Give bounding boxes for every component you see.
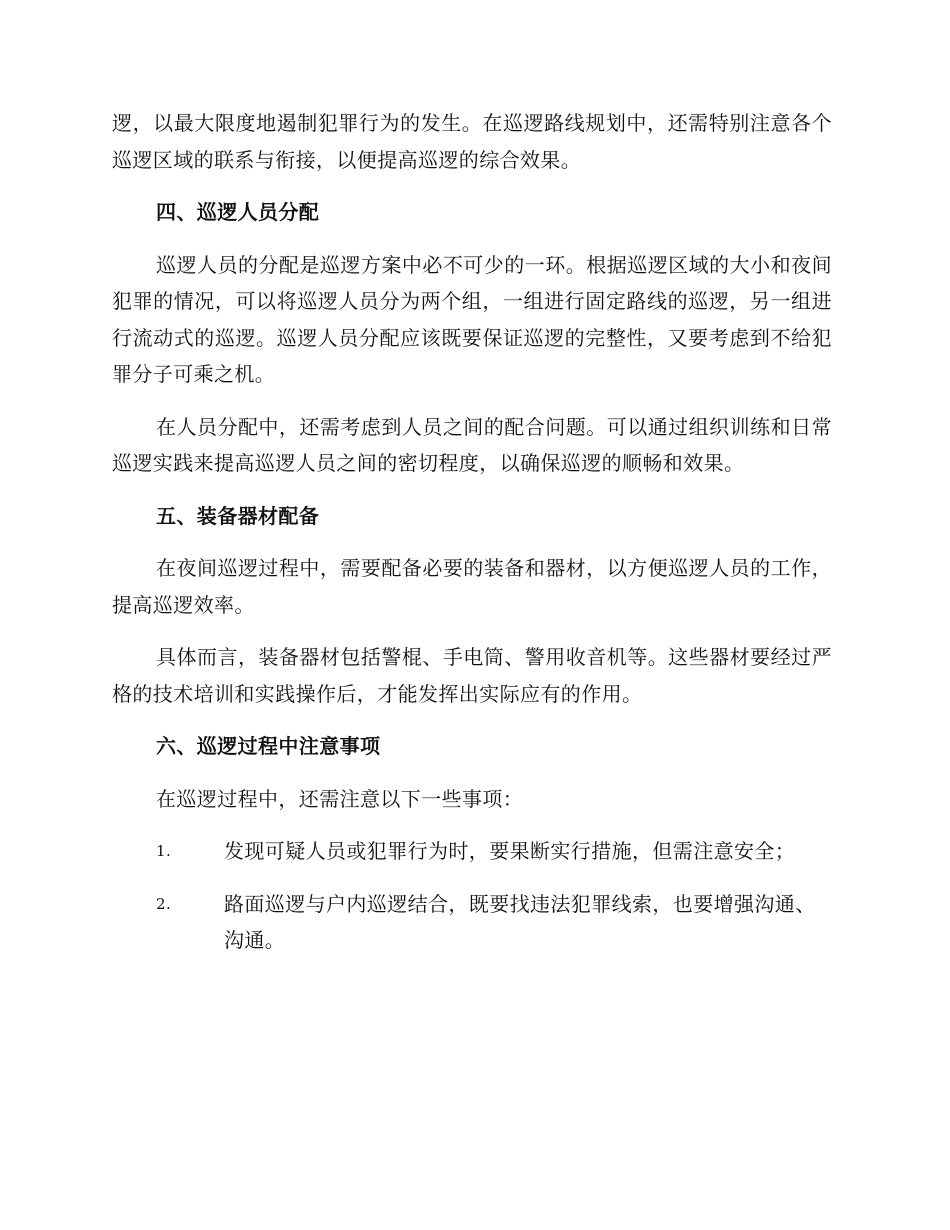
list-number: 1. [156,842,172,860]
paragraph-personnel-2: 在人员分配中，还需考虑到人员之间的配合问题。可以通过组织训练和日常巡逻实践来提高巡逻人员之间的密切程度，以确保巡逻的顺畅和效果。 [112,414,832,475]
list-item [112,886,832,959]
heading-personnel: 四、巡逻人员分配 [156,200,320,224]
paragraph-personnel-1: 巡逻人员的分配是巡逻方案中必不可少的一环。根据巡逻区域的大小和夜间犯罪的情况，可以将巡逻人员分为两个组，一组进行固定路线的巡逻，另一组进行流动式的巡逻。巡逻人员分配应该既要保证巡逻的完整性，又要考虑到不给犯罪分子可乘之机。 [112,252,832,386]
document-page [112,105,832,975]
list-number: 2. [156,894,172,913]
paragraph-equipment-1: 在夜间巡逻过程中，需要配备必要的装备和器材，以方便巡逻人员的工作，提高巡逻效率。 [112,556,832,617]
paragraph-intro: 逻，以最大限度地遏制犯罪行为的发生。在巡逻路线规划中，还需特别注意各个巡逻区域的联系与衔接，以便提高巡逻的综合效果。 [112,111,832,172]
heading-equipment: 五、装备器材配备 [156,503,320,528]
paragraph-precautions-intro: 在巡逻过程中，还需注意以下一些事项： [156,786,524,811]
list-item [112,833,832,870]
paragraph-equipment-2: 具体而言，装备器材包括警棍、手电筒、警用收音机等。这些器材要经过严格的技术培训和实践操作后，才能发挥出实际应有的作用。 [112,645,832,706]
list-text: 路面巡逻与户内巡逻结合，既要找违法犯罪线索，也要增强沟通、沟通。 [224,891,816,952]
list-text: 发现可疑人员或犯罪行为时，要果断实行措施，但需注意安全； [224,839,796,863]
heading-precautions: 六、巡逻过程中注意事项 [156,734,381,758]
